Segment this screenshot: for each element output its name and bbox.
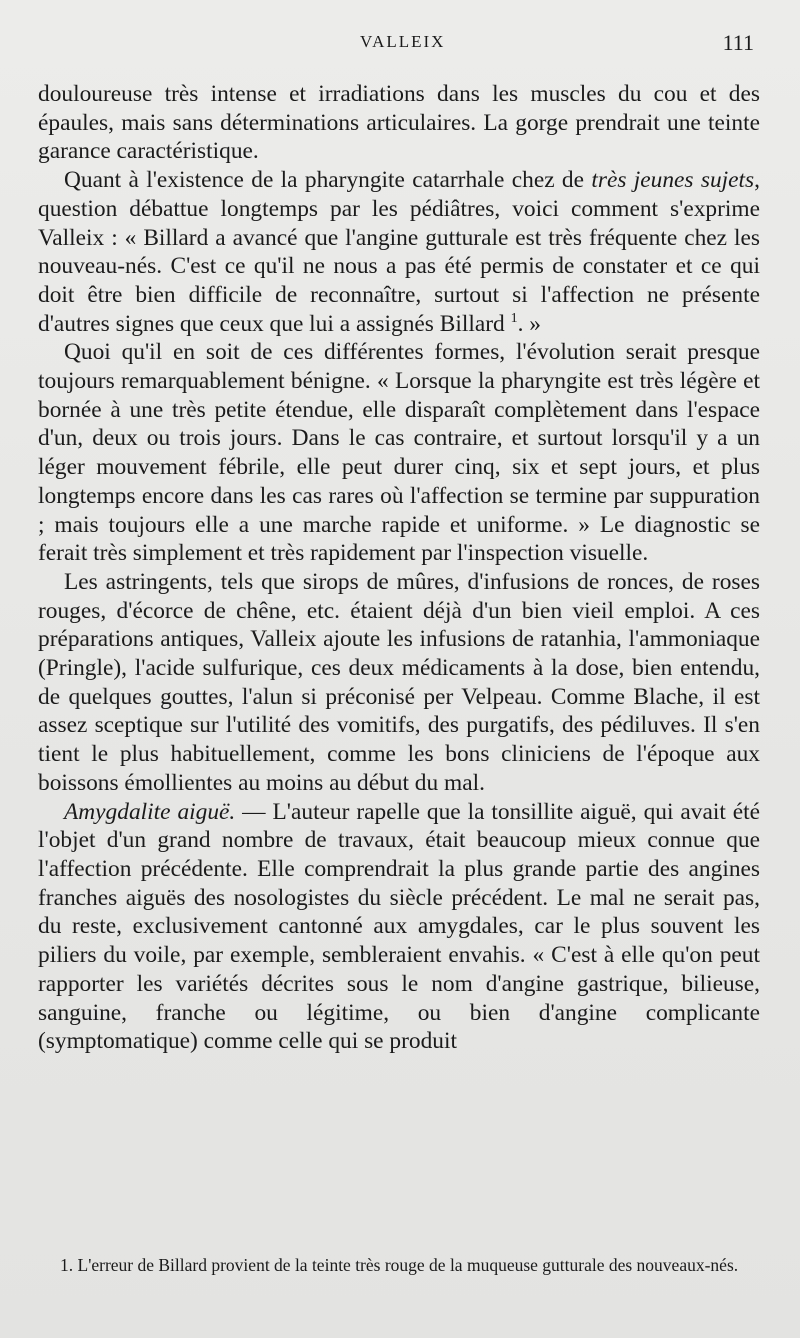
paragraph-3-text: Quoi qu'il en soit de ces différentes formes, l'évolution serait presque toujours remarquablement bénigne. « Lorsque la pharyngite est très légère et bornée à une très petite étendue, elle disparaît complètement dans l'espace d'un, deux ou trois jours. Dans le cas contraire, et surtout lorsqu'il y a un léger mouvement fébrile, elle peut durer cinq, six et sept jours, et plus longtemps encore dans les cas rares où l'affection se termine par suppuration ; mais toujours elle a une marche rapide et uniforme. » Le diagnostic se ferait très simplement et très rapidement par l'inspection visuelle.	[38, 339, 760, 567]
paragraph-1	[38, 80, 760, 166]
footnote-1-text: 1. L'erreur de Billard provient de la teinte très rouge de la muqueuse gutturale des nouveaux-nés.	[60, 1255, 739, 1275]
page-header	[0, 30, 800, 60]
running-head: VALLEIX	[360, 32, 446, 51]
footnote-1	[38, 1254, 760, 1277]
paragraph-2-text-start: Quant à l'existence de la pharyngite catarrhale chez de	[64, 167, 592, 194]
paragraph-2-text-end: , question débattue longtemps par les pédiâtres, voici comment s'exprime Valleix : « Billard a avancé que l'angine gutturale est très fréquente chez les nouveau-nés. C'est ce qu'il ne nous a pas été permis de constater et ce qui doit être bien difficile de reconnaître, surtout si l'affection ne présente d'autres signes que ceux que lui a assignés Billard	[38, 167, 760, 337]
footnote-ref-1: 1	[510, 310, 518, 326]
paragraph-3	[38, 338, 760, 568]
paragraph-2-tail: . »	[517, 310, 541, 337]
paragraph-4	[38, 568, 760, 798]
paragraph-2	[38, 166, 760, 338]
paragraph-2-italic: très jeunes sujets	[591, 167, 755, 194]
paragraph-5-text: — L'auteur rapelle que la tonsillite aiguë, qui avait été l'objet d'un grand nombre de travaux, était beaucoup mieux connue que l'affection précédente. Elle comprendrait la plus grande partie des angines franches aiguës des nosologistes du siècle précédent. Le mal ne serait pas, du reste, exclusivement cantonné aux amygdales, car le plus souvent les piliers du voile, par exemple, sembleraient envahis. « C'est à elle qu'on peut rapporter les variétés décrites sous le nom d'angine gastrique, bilieuse, sanguine, franche ou légitime, ou bien d'angine complicante (symptomatique) comme celle qui se produit	[38, 798, 761, 1055]
paragraph-5	[38, 798, 760, 1056]
page-number: 111	[722, 30, 754, 55]
body-text	[38, 80, 760, 1056]
footnotes	[38, 1254, 760, 1277]
section-heading-amygdalite: Amygdalite aiguë.	[64, 798, 236, 825]
paragraph-4-text: Les astringents, tels que sirops de mûres, d'infusions de ronces, de roses rouges, d'écorce de chêne, etc. étaient déjà d'un bien vieil emploi. A ces préparations antiques, Valleix ajoute les infusions de ratanhia, l'ammoniaque (Pringle), l'acide sulfurique, ces deux médicaments à la dose, bien entendu, de quelques gouttes, l'alun si préconisé per Velpeau. Comme Blache, il est assez sceptique sur l'utilité des vomitifs, des purgatifs, des pédiluves. Il s'en tient le plus habituellement, comme les bons cliniciens de l'époque aux boissons émollientes au moins au début du mal.	[38, 568, 760, 796]
paragraph-1-text: douloureuse très intense et irradiations dans les muscles du cou et des épaules, mais sans déterminations articulaires. La gorge prendrait une teinte garance caractéristique.	[38, 81, 760, 165]
